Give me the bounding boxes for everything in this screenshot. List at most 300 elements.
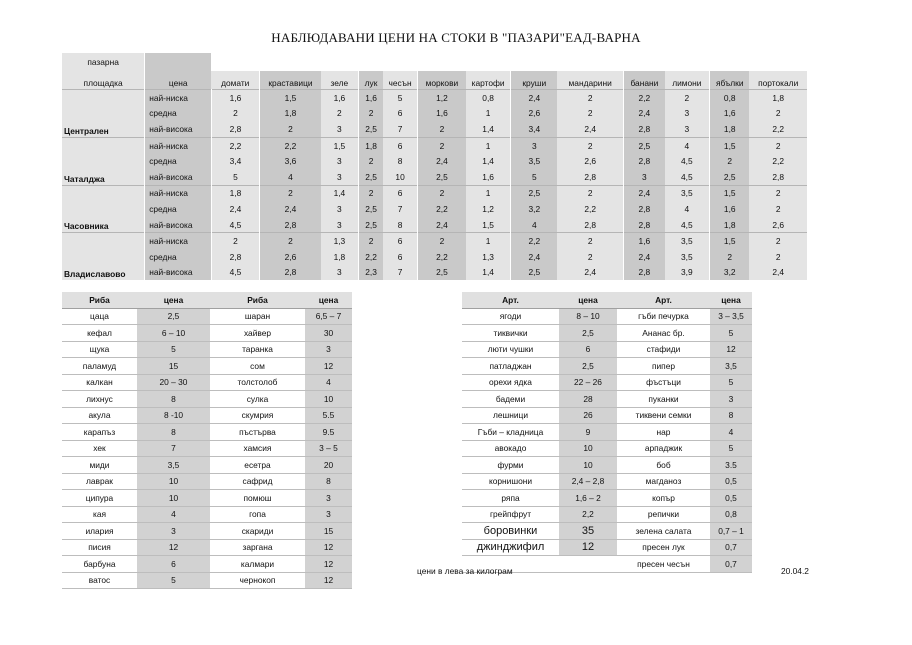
header-row-1	[62, 53, 808, 71]
product-header: домати	[211, 71, 259, 90]
price-cell: 3,5	[665, 185, 710, 201]
product-header: краставици	[260, 71, 321, 90]
fish-cell: сулка	[210, 391, 305, 408]
art-cell: арпаджик	[617, 440, 710, 457]
product-header: моркови	[418, 71, 466, 90]
price-cell: 2,4	[557, 265, 624, 281]
art-cell: орехи ядка	[462, 374, 559, 391]
price-cell: 7	[383, 201, 417, 217]
fish-cell: 3	[305, 490, 352, 507]
unit-note: цени в лева за килограм	[417, 566, 513, 576]
art-cell: 0,7 – 1	[710, 523, 752, 540]
price-cell: 2,5	[418, 169, 466, 185]
product-header: лук	[358, 71, 383, 90]
fish-row	[62, 523, 352, 540]
price-cell: 2,8	[260, 265, 321, 281]
price-cell: 4,5	[665, 217, 710, 233]
price-cell: 2,5	[511, 185, 557, 201]
fish-cell: 3	[305, 341, 352, 358]
price-cell: 2,4	[418, 217, 466, 233]
price-level-label: най-ниска	[145, 137, 212, 153]
price-cell: 1	[466, 233, 511, 249]
price-cell: 1,3	[466, 249, 511, 265]
art-cell: 4	[710, 424, 752, 441]
art-cell: Ананас бр.	[617, 325, 710, 342]
fish-row	[62, 374, 352, 391]
fish-cell: 12	[305, 358, 352, 375]
price-cell: 2,4	[557, 121, 624, 137]
price-cell: 2	[321, 106, 359, 122]
art-cell: фъстъци	[617, 374, 710, 391]
product-header: круши	[511, 71, 557, 90]
fish-cell: есетра	[210, 457, 305, 474]
fish-cell: сом	[210, 358, 305, 375]
fish-cell: цаца	[62, 308, 137, 325]
other-goods-price-table	[462, 292, 752, 573]
header-market-line2: площадка	[62, 71, 145, 90]
art-cell: 12	[559, 539, 617, 556]
price-cell: 2,2	[557, 201, 624, 217]
price-cell: 2	[557, 90, 624, 106]
price-cell: 10	[383, 169, 417, 185]
price-cell: 2,4	[624, 249, 665, 265]
price-cell: 7	[383, 265, 417, 281]
fish-cell: 12	[305, 539, 352, 556]
art-cell: грейпфрут	[462, 506, 559, 523]
price-cell: 2,8	[260, 217, 321, 233]
market-row	[62, 137, 808, 153]
price-cell: 2,6	[511, 106, 557, 122]
price-cell: 3,6	[260, 153, 321, 169]
fish-price-table	[62, 292, 352, 589]
market-row	[62, 233, 808, 249]
fish-cell: 4	[305, 374, 352, 391]
fish-row	[62, 325, 352, 342]
art-cell: 9	[559, 424, 617, 441]
art-cell: копър	[617, 490, 710, 507]
market-row	[62, 106, 808, 122]
art-cell: 3,5	[710, 358, 752, 375]
price-cell: 1	[466, 106, 511, 122]
price-cell: 3,5	[665, 249, 710, 265]
art-row	[462, 523, 752, 540]
price-cell: 1,3	[321, 233, 359, 249]
fish-cell: хайвер	[210, 325, 305, 342]
art-header-cell: Арт.	[617, 292, 710, 308]
price-cell: 1,8	[710, 121, 750, 137]
price-cell: 1,4	[466, 265, 511, 281]
price-cell: 2,5	[710, 169, 750, 185]
art-cell: авокадо	[462, 440, 559, 457]
price-cell: 2	[211, 106, 259, 122]
price-cell: 2,4	[749, 265, 807, 281]
art-row	[462, 308, 752, 325]
price-cell: 1,5	[321, 137, 359, 153]
art-cell: 2,2	[559, 506, 617, 523]
price-cell: 2,2	[211, 137, 259, 153]
art-cell: джинджифил	[462, 539, 559, 556]
fish-cell: лихнус	[62, 391, 137, 408]
price-cell: 2	[211, 233, 259, 249]
product-header: картофи	[466, 71, 511, 90]
art-cell: 3	[710, 391, 752, 408]
art-cell: 26	[559, 407, 617, 424]
price-cell: 1,6	[358, 90, 383, 106]
price-cell: 1	[466, 137, 511, 153]
market-row	[62, 217, 808, 233]
fish-row	[62, 407, 352, 424]
price-cell: 2,4	[624, 185, 665, 201]
fish-row	[62, 473, 352, 490]
fish-cell: скариди	[210, 523, 305, 540]
fish-cell: 8 -10	[137, 407, 210, 424]
price-cell: 8	[383, 217, 417, 233]
fish-cell: скумрия	[210, 407, 305, 424]
price-level-label: най-ниска	[145, 185, 212, 201]
price-cell: 4	[665, 137, 710, 153]
art-row	[462, 506, 752, 523]
art-cell: пипер	[617, 358, 710, 375]
art-cell: 5	[710, 440, 752, 457]
price-cell: 2,8	[624, 265, 665, 281]
art-cell: зелена салата	[617, 523, 710, 540]
price-cell: 5	[511, 169, 557, 185]
art-cell: бадеми	[462, 391, 559, 408]
art-cell: Гъби – кладница	[462, 424, 559, 441]
price-cell: 5	[383, 90, 417, 106]
art-cell: пуканки	[617, 391, 710, 408]
fish-cell: таранка	[210, 341, 305, 358]
art-cell: 2,5	[559, 358, 617, 375]
fish-cell: 10	[305, 391, 352, 408]
art-cell: 22 – 26	[559, 374, 617, 391]
art-row	[462, 391, 752, 408]
price-cell: 2	[710, 249, 750, 265]
price-cell: 3,2	[710, 265, 750, 281]
market-price-table	[62, 53, 808, 280]
fish-cell: чернокоп	[210, 572, 305, 589]
price-cell: 1,6	[710, 106, 750, 122]
price-cell: 2,8	[749, 169, 807, 185]
fish-cell: паламуд	[62, 358, 137, 375]
price-cell: 2,8	[211, 121, 259, 137]
market-name: Часовника	[62, 185, 145, 233]
price-cell: 1,8	[749, 90, 807, 106]
art-header-cell: Арт.	[462, 292, 559, 308]
fish-cell: 20 – 30	[137, 374, 210, 391]
price-cell: 2	[749, 249, 807, 265]
fish-cell: шаран	[210, 308, 305, 325]
fish-row	[62, 391, 352, 408]
price-cell: 3	[665, 121, 710, 137]
price-cell: 3	[321, 169, 359, 185]
art-row	[462, 341, 752, 358]
header-blank	[260, 53, 321, 71]
market-row	[62, 201, 808, 217]
art-cell: 10	[559, 440, 617, 457]
art-cell: 35	[559, 523, 617, 540]
product-header: зеле	[321, 71, 359, 90]
price-level-label: най-ниска	[145, 233, 212, 249]
fish-row	[62, 440, 352, 457]
fish-cell: 8	[137, 391, 210, 408]
price-cell: 2,2	[749, 121, 807, 137]
price-cell: 3	[321, 265, 359, 281]
price-cell: 2,2	[418, 201, 466, 217]
fish-cell: 3	[137, 523, 210, 540]
price-cell: 1,5	[260, 90, 321, 106]
price-cell: 1,8	[321, 249, 359, 265]
art-cell: тиквички	[462, 325, 559, 342]
product-header: портокали	[749, 71, 807, 90]
price-cell: 2	[749, 137, 807, 153]
price-cell: 2	[418, 137, 466, 153]
fish-cell: сафрид	[210, 473, 305, 490]
art-cell: 8 – 10	[559, 308, 617, 325]
price-cell: 2,2	[358, 249, 383, 265]
price-cell: 8	[383, 153, 417, 169]
fish-cell: хамсия	[210, 440, 305, 457]
price-cell: 2,5	[624, 137, 665, 153]
price-cell: 2	[260, 185, 321, 201]
price-cell: 2	[749, 233, 807, 249]
art-row	[462, 490, 752, 507]
price-cell: 2,4	[418, 153, 466, 169]
fish-cell: илария	[62, 523, 137, 540]
price-cell: 2,6	[260, 249, 321, 265]
art-cell: ряпа	[462, 490, 559, 507]
price-cell: 1,5	[466, 217, 511, 233]
market-row	[62, 185, 808, 201]
price-cell: 2	[418, 233, 466, 249]
price-cell: 0,8	[466, 90, 511, 106]
header-blank	[145, 53, 212, 71]
price-cell: 2,8	[624, 217, 665, 233]
art-cell: корнишони	[462, 473, 559, 490]
price-cell: 2,5	[358, 217, 383, 233]
price-cell: 2,5	[358, 201, 383, 217]
price-cell: 5	[211, 169, 259, 185]
product-header: банани	[624, 71, 665, 90]
fish-cell: 20	[305, 457, 352, 474]
art-cell: 3 – 3,5	[710, 308, 752, 325]
price-cell: 2,4	[624, 106, 665, 122]
fish-cell: 5	[137, 341, 210, 358]
price-cell: 2	[557, 137, 624, 153]
fish-row	[62, 308, 352, 325]
header-blank	[211, 53, 259, 71]
price-cell: 2	[557, 233, 624, 249]
product-header: лимони	[665, 71, 710, 90]
fish-cell: калкан	[62, 374, 137, 391]
art-cell: 0,7	[710, 556, 752, 573]
price-cell: 3	[624, 169, 665, 185]
price-cell: 1,8	[710, 217, 750, 233]
fish-cell: 10	[137, 490, 210, 507]
market-name: Централен	[62, 90, 145, 138]
fish-cell: 12	[137, 539, 210, 556]
fish-header-row	[62, 292, 352, 308]
art-cell: 6	[559, 341, 617, 358]
fish-cell: пъстърва	[210, 424, 305, 441]
price-cell: 2	[358, 233, 383, 249]
price-cell: 2	[260, 233, 321, 249]
art-row	[462, 440, 752, 457]
price-cell: 1,6	[710, 201, 750, 217]
price-cell: 2,2	[749, 153, 807, 169]
price-cell: 1,4	[466, 153, 511, 169]
price-cell: 2,2	[511, 233, 557, 249]
art-cell: 0,5	[710, 473, 752, 490]
art-cell: репички	[617, 506, 710, 523]
fish-cell: 15	[305, 523, 352, 540]
art-header-cell: цена	[710, 292, 752, 308]
art-cell: 0,5	[710, 490, 752, 507]
fish-cell: лаврак	[62, 473, 137, 490]
fish-cell: ватос	[62, 572, 137, 589]
price-cell: 3	[665, 106, 710, 122]
price-cell: 6	[383, 233, 417, 249]
price-cell: 1,6	[466, 169, 511, 185]
price-cell: 1,8	[358, 137, 383, 153]
price-cell: 2,5	[511, 265, 557, 281]
price-cell: 2,6	[749, 217, 807, 233]
fish-cell: 12	[305, 572, 352, 589]
art-cell: 1,6 – 2	[559, 490, 617, 507]
price-level-label: средна	[145, 106, 212, 122]
price-cell: 2,8	[624, 153, 665, 169]
price-cell: 4	[665, 201, 710, 217]
price-cell: 1,5	[710, 185, 750, 201]
fish-row	[62, 424, 352, 441]
price-cell: 2	[418, 121, 466, 137]
date-label: 20.04.2	[781, 566, 809, 576]
art-cell: 10	[559, 457, 617, 474]
price-cell: 1	[466, 185, 511, 201]
price-cell: 1,6	[321, 90, 359, 106]
fish-row	[62, 539, 352, 556]
price-cell: 3,4	[211, 153, 259, 169]
fish-header-cell: Риба	[210, 292, 305, 308]
art-cell: стафиди	[617, 341, 710, 358]
fish-cell: 7	[137, 440, 210, 457]
art-cell: 5	[710, 325, 752, 342]
price-cell: 2,8	[624, 201, 665, 217]
price-cell: 6	[383, 106, 417, 122]
fish-header-cell: цена	[305, 292, 352, 308]
price-cell: 1,2	[418, 90, 466, 106]
price-cell: 3	[511, 137, 557, 153]
fish-cell: миди	[62, 457, 137, 474]
fish-cell: кая	[62, 506, 137, 523]
price-cell: 3,9	[665, 265, 710, 281]
art-cell: 5	[710, 374, 752, 391]
fish-cell: 12	[305, 556, 352, 573]
market-row	[62, 249, 808, 265]
price-cell: 6	[383, 137, 417, 153]
price-cell: 2	[665, 90, 710, 106]
product-header: мандарини	[557, 71, 624, 90]
fish-header-cell: цена	[137, 292, 210, 308]
art-row	[462, 407, 752, 424]
art-cell: люти чушки	[462, 341, 559, 358]
price-level-label: средна	[145, 153, 212, 169]
art-row	[462, 424, 752, 441]
price-cell: 4	[260, 169, 321, 185]
price-cell: 2,6	[557, 153, 624, 169]
fish-cell: гопа	[210, 506, 305, 523]
fish-cell: 8	[137, 424, 210, 441]
fish-cell: 2,5	[137, 308, 210, 325]
price-cell: 2	[557, 106, 624, 122]
page-title: НАБЛЮДАВАНИ ЦЕНИ НА СТОКИ В "ПАЗАРИ"ЕАД-ВАРНА	[271, 30, 641, 45]
art-cell: 3.5	[710, 457, 752, 474]
fish-header-cell: Риба	[62, 292, 137, 308]
art-cell: гъби печурка	[617, 308, 710, 325]
price-level-label: най-ниска	[145, 90, 212, 106]
fish-row	[62, 457, 352, 474]
price-cell: 1,5	[710, 137, 750, 153]
price-cell: 2	[418, 185, 466, 201]
fish-cell: 9.5	[305, 424, 352, 441]
market-row	[62, 265, 808, 281]
price-cell: 2,2	[624, 90, 665, 106]
price-level-label: средна	[145, 249, 212, 265]
header-blank	[358, 53, 383, 71]
header-price: цена	[145, 71, 212, 90]
price-cell: 0,8	[710, 90, 750, 106]
fish-row	[62, 358, 352, 375]
fish-cell: толстолоб	[210, 374, 305, 391]
art-cell: 8	[710, 407, 752, 424]
price-cell: 2,4	[211, 201, 259, 217]
price-cell: 3	[321, 121, 359, 137]
header-row-2	[62, 71, 808, 90]
fish-row	[62, 572, 352, 589]
price-cell: 4	[511, 217, 557, 233]
price-cell: 1,2	[466, 201, 511, 217]
price-cell: 6	[383, 249, 417, 265]
fish-cell: 6	[137, 556, 210, 573]
art-cell: 0,8	[710, 506, 752, 523]
price-cell: 4,5	[211, 265, 259, 281]
price-cell: 3	[321, 153, 359, 169]
market-name: Чаталджа	[62, 137, 145, 185]
header-blank	[557, 53, 624, 71]
price-cell: 7	[383, 121, 417, 137]
art-header-cell: цена	[559, 292, 617, 308]
fish-cell: кефал	[62, 325, 137, 342]
art-cell: ягоди	[462, 308, 559, 325]
price-level-label: най-висока	[145, 121, 212, 137]
art-cell: пресен чесън	[617, 556, 710, 573]
art-row	[462, 358, 752, 375]
price-cell: 3	[321, 201, 359, 217]
price-cell: 1,8	[211, 185, 259, 201]
price-cell: 1,6	[418, 106, 466, 122]
price-cell: 2	[358, 153, 383, 169]
fish-cell: щука	[62, 341, 137, 358]
fish-cell: акула	[62, 407, 137, 424]
price-cell: 2,5	[358, 121, 383, 137]
product-header: чесън	[383, 71, 417, 90]
market-row	[62, 121, 808, 137]
fish-cell: ципура	[62, 490, 137, 507]
header-blank	[749, 53, 807, 71]
fish-cell: 5	[137, 572, 210, 589]
price-cell: 3,4	[511, 121, 557, 137]
price-cell: 3,2	[511, 201, 557, 217]
